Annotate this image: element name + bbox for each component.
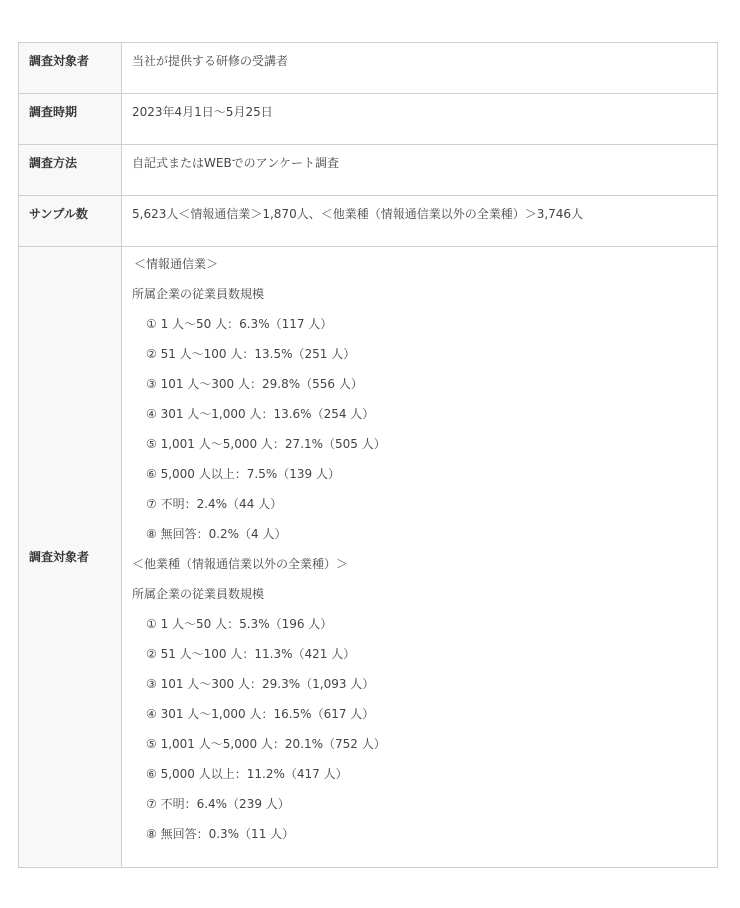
table-row bbox=[19, 43, 718, 94]
table-row bbox=[19, 196, 718, 247]
list-item: ⑧ 無回答：0.2%（4 人） bbox=[146, 527, 287, 541]
list-item: ⑦ 不明：2.4%（44 人） bbox=[146, 497, 283, 511]
list-item: ② 51 人～100 人：11.3%（421 人） bbox=[146, 647, 356, 661]
list-item: ② 51 人～100 人：13.5%（251 人） bbox=[146, 347, 356, 361]
row-value-sample-size: 5,623人＜情報通信業＞1,870人、＜他業種（情報通信業以外の全業種）＞3,746人 bbox=[122, 196, 718, 247]
list-item: ⑦ 不明：6.4%（239 人） bbox=[146, 797, 290, 811]
row-label-method: 調査方法 bbox=[19, 145, 122, 196]
group-heading-ict: ＜情報通信業＞ bbox=[134, 257, 219, 271]
table-row bbox=[19, 94, 718, 145]
row-value-target: 当社が提供する研修の受講者 bbox=[122, 43, 718, 94]
row-value-target-detail bbox=[122, 247, 718, 868]
row-label-target: 調査対象者 bbox=[19, 43, 122, 94]
list-item: ⑤ 1,001 人～5,000 人：20.1%（752 人） bbox=[146, 737, 386, 751]
group-subheading-ict: 所属企業の従業員数規模 bbox=[132, 287, 265, 301]
list-item: ⑧ 無回答：0.3%（11 人） bbox=[146, 827, 295, 841]
list-item: ⑤ 1,001 人～5,000 人：27.1%（505 人） bbox=[146, 437, 386, 451]
row-value-period: 2023年4月1日～5月25日 bbox=[122, 94, 718, 145]
list-item: ⑥ 5,000 人以上：7.5%（139 人） bbox=[146, 467, 340, 481]
list-item: ④ 301 人～1,000 人：16.5%（617 人） bbox=[146, 707, 375, 721]
row-label-target-detail: 調査対象者 bbox=[19, 247, 122, 868]
list-item: ③ 101 人～300 人：29.3%（1,093 人） bbox=[146, 677, 375, 691]
survey-overview-table bbox=[18, 42, 718, 868]
row-value-method: 自記式またはWEBでのアンケート調査 bbox=[122, 145, 718, 196]
list-item: ⑥ 5,000 人以上：11.2%（417 人） bbox=[146, 767, 348, 781]
row-label-period: 調査時期 bbox=[19, 94, 122, 145]
row-label-sample-size: サンプル数 bbox=[19, 196, 122, 247]
group-heading-other: ＜他業種（情報通信業以外の全業種）＞ bbox=[132, 557, 349, 571]
list-item: ④ 301 人～1,000 人：13.6%（254 人） bbox=[146, 407, 375, 421]
list-item: ③ 101 人～300 人：29.8%（556 人） bbox=[146, 377, 363, 391]
list-item: ① 1 人～50 人：5.3%（196 人） bbox=[146, 617, 333, 631]
list-item: ① 1 人～50 人：6.3%（117 人） bbox=[146, 317, 333, 331]
group-subheading-other: 所属企業の従業員数規模 bbox=[132, 587, 265, 601]
table-row bbox=[19, 145, 718, 196]
table-row-detail bbox=[19, 247, 718, 868]
